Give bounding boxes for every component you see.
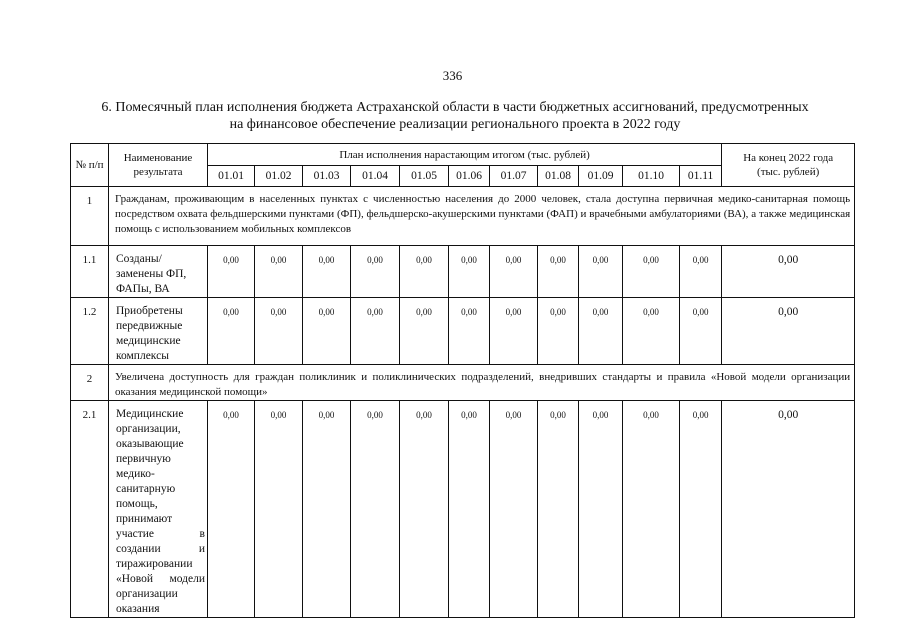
page-number: 336 (442, 68, 463, 83)
row-number: 1.2 (71, 298, 109, 365)
section-description: Гражданам, проживающим в населенных пунктах с численностью населения до 2000 человек, стала доступна первичная медико-санитарная помощь посредством охвата фельдшерскими пунктами (ФП), фельдшерско-акушерскими пунктами (ФАП) и врачебными амбулаториями (ВА), а также медицинская помощь с использованием мобильных комплексов (109, 187, 855, 246)
month-value: 0,00 (303, 401, 351, 618)
result-name: Созданы/заменены ФП, ФАПы, ВА (109, 246, 208, 298)
end-of-year-value: 0,00 (722, 298, 855, 365)
month-header: 01.11 (680, 166, 722, 187)
month-value: 0,00 (208, 246, 255, 298)
budget-plan-table (70, 143, 855, 618)
month-header: 01.08 (538, 166, 579, 187)
month-header: 01.07 (490, 166, 538, 187)
month-header: 01.03 (303, 166, 351, 187)
header-end-line-1: На конец 2022 года (743, 152, 834, 164)
month-value: 0,00 (680, 246, 722, 298)
month-value: 0,00 (623, 246, 680, 298)
month-header: 01.05 (400, 166, 449, 187)
section-description: Увеличена доступность для граждан поликлиник и поликлинических подразделений, внедривших стандарты и правила «Новой модели организации оказания медицинской помощи» (109, 365, 855, 401)
month-value: 0,00 (538, 401, 579, 618)
table-row (71, 365, 855, 401)
month-header: 01.10 (623, 166, 680, 187)
document-heading (60, 99, 850, 133)
heading-line-2: на финансовое обеспечение реализации регионального проекта в 2022 году (229, 117, 681, 132)
month-header: 01.01 (208, 166, 255, 187)
month-header: 01.09 (579, 166, 623, 187)
month-value: 0,00 (538, 298, 579, 365)
table-row (71, 401, 855, 618)
month-value: 0,00 (400, 246, 449, 298)
month-value: 0,00 (538, 246, 579, 298)
row-number: 1 (71, 187, 109, 246)
month-value: 0,00 (680, 401, 722, 618)
month-value: 0,00 (351, 298, 400, 365)
month-value: 0,00 (623, 298, 680, 365)
result-name: Медицинские организации, оказывающие первичную медико-санитарную помощь, принимают участие в создании и тиражировании «Новой модели организации оказания (109, 401, 208, 618)
header-name: Наименование результата (109, 144, 208, 187)
month-header: 01.04 (351, 166, 400, 187)
month-value: 0,00 (490, 401, 538, 618)
row-number: 1.1 (71, 246, 109, 298)
month-value: 0,00 (579, 246, 623, 298)
month-value: 0,00 (208, 401, 255, 618)
month-value: 0,00 (490, 298, 538, 365)
header-end-of-year (722, 144, 855, 187)
month-value: 0,00 (449, 298, 490, 365)
month-value: 0,00 (303, 298, 351, 365)
month-value: 0,00 (255, 298, 303, 365)
month-value: 0,00 (579, 298, 623, 365)
month-value: 0,00 (255, 246, 303, 298)
month-value: 0,00 (579, 401, 623, 618)
table-row (71, 187, 855, 246)
month-value: 0,00 (449, 401, 490, 618)
header-row-1 (71, 144, 855, 166)
row-number: 2 (71, 365, 109, 401)
table-row (71, 298, 855, 365)
month-header: 01.06 (449, 166, 490, 187)
month-value: 0,00 (400, 401, 449, 618)
header-end-line-2: (тыс. рублей) (757, 166, 820, 178)
result-name: Приобретены передвижные медицинские комплексы (109, 298, 208, 365)
month-value: 0,00 (490, 246, 538, 298)
table-row (71, 246, 855, 298)
header-plan: План исполнения нарастающим итогом (тыс. рублей) (208, 144, 722, 166)
heading-line-1: 6. Помесячный план исполнения бюджета Астраханской области в части бюджетных ассигнований, предусмотренных (101, 100, 809, 115)
month-header: 01.02 (255, 166, 303, 187)
month-value: 0,00 (351, 246, 400, 298)
month-value: 0,00 (303, 246, 351, 298)
month-value: 0,00 (400, 298, 449, 365)
month-value: 0,00 (255, 401, 303, 618)
header-num: № п/п (71, 144, 109, 187)
end-of-year-value: 0,00 (722, 401, 855, 618)
month-value: 0,00 (449, 246, 490, 298)
month-value: 0,00 (623, 401, 680, 618)
row-number: 2.1 (71, 401, 109, 618)
month-value: 0,00 (351, 401, 400, 618)
month-value: 0,00 (680, 298, 722, 365)
end-of-year-value: 0,00 (722, 246, 855, 298)
month-value: 0,00 (208, 298, 255, 365)
